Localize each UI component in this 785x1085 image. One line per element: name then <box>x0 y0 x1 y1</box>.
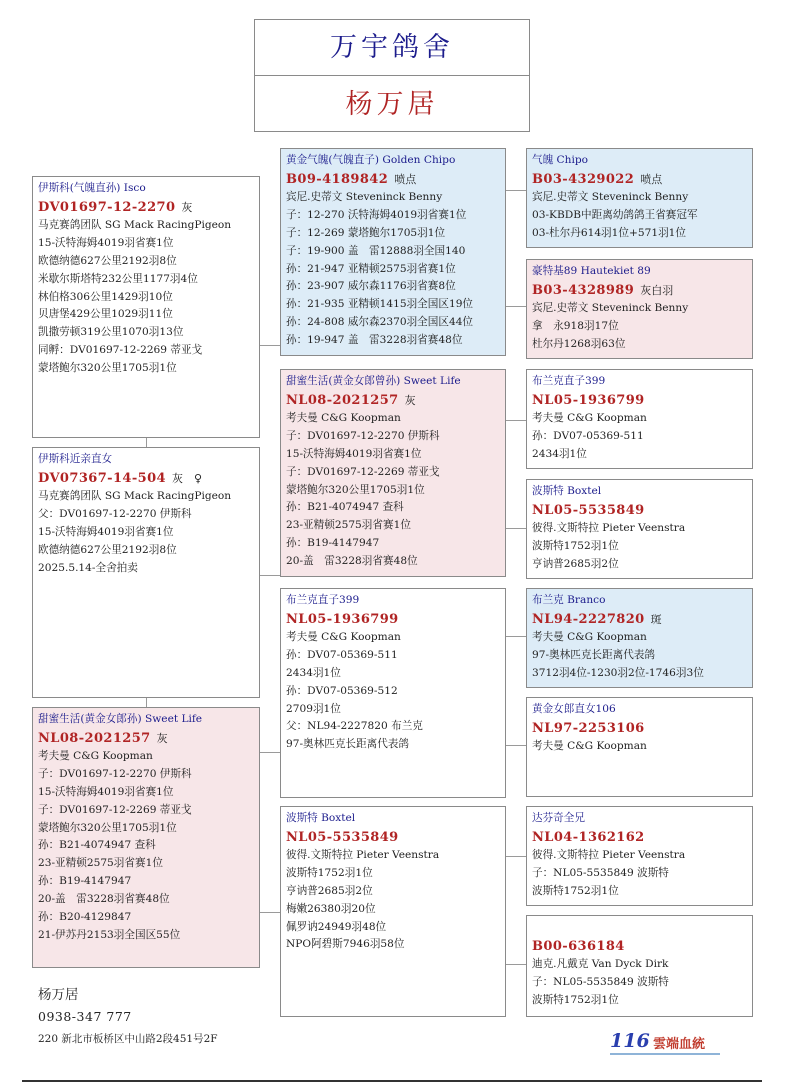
info-line: 杜尔丹1268羽63位 <box>532 337 626 350</box>
ring-number: NL05-1936799 <box>532 392 645 408</box>
gen3-card-6[interactable] <box>526 697 753 797</box>
pigeon-name: 甜蜜生活(黄金女郎曾孙) Sweet Life <box>286 375 461 387</box>
pigeon-name: 布兰克直子399 <box>532 375 606 387</box>
info-line: 孙：DV07-05369-511 <box>532 429 644 442</box>
info-line: 孙：23-907 威尔森1176羽省赛8位 <box>286 280 456 293</box>
ring-number: NL08-2021257 <box>38 730 151 746</box>
info-line: 15-沃特海姆4019羽省赛1位 <box>38 525 174 538</box>
info-line: 贝唐堡429公里1029羽11位 <box>38 308 173 321</box>
color-label: 斑 <box>650 612 662 626</box>
info-line: 21-伊苏丹2153羽全国区55位 <box>38 928 181 941</box>
owner-name-title: 杨万居 <box>345 89 439 120</box>
info-line: 20-盖 雷3228羽省赛48位 <box>286 555 418 568</box>
info-line: 亨讷普2685羽2位 <box>532 557 619 570</box>
info-line: 波斯特1752羽1位 <box>532 884 619 897</box>
info-line: 03-杜尔丹614羽1位+571羽1位 <box>532 226 687 239</box>
bottom-divider <box>22 1080 762 1082</box>
info-line: 考夫曼 C&G Koopman <box>532 739 647 752</box>
info-line: 宾尼.史蒂文 Steveninck Benny <box>532 301 689 314</box>
info-line: 米歇尔斯塔特232公里1177羽4位 <box>38 272 198 285</box>
info-line: 欧德纳德627公里2192羽8位 <box>38 254 177 267</box>
connector <box>505 306 526 307</box>
dam-sire-pigeon-card[interactable] <box>280 588 506 798</box>
info-line: 彼得.文斯特拉 Pieter Veenstra <box>532 848 686 861</box>
info-line: 2434羽1位 <box>286 666 341 679</box>
info-line: 孙：21-947 亚精顿2575羽省赛1位 <box>286 262 456 275</box>
info-line: 孙：DV07-05369-512 <box>286 684 398 697</box>
info-line: 考夫曼 C&G Koopman <box>532 630 647 643</box>
gen3-card-3[interactable] <box>526 369 753 469</box>
ring-number: B03-4329022 <box>532 171 635 187</box>
pigeon-name: 黄金气魄(气魄直子) Golden Chipo <box>286 154 456 166</box>
gen3-card-2[interactable] <box>526 259 753 359</box>
info-line: 23-亚精顿2575羽省赛1位 <box>38 857 163 870</box>
info-line: 子：DV01697-12-2270 伊斯科 <box>286 429 440 442</box>
info-line: 孙：B19-4147947 <box>38 875 132 888</box>
ring-number: B00-636184 <box>532 939 625 954</box>
info-line: 子：DV01697-12-2270 伊斯科 <box>38 767 192 780</box>
owner-phone: 0938-347 777 <box>38 1009 132 1024</box>
info-line: 佩罗讷24949羽48位 <box>286 920 387 933</box>
connector <box>146 437 147 447</box>
info-line: 拿 永918羽17位 <box>532 319 619 332</box>
info-line: 子：DV01697-12-2269 蒂亚戈 <box>38 803 192 816</box>
info-line: 波斯特1752羽1位 <box>532 539 619 552</box>
pigeon-name: 伊斯科近亲直女 <box>38 453 113 465</box>
info-line: 彼得.文斯特拉 Pieter Veenstra <box>532 521 686 534</box>
info-line: 同孵：DV01697-12-2269 蒂亚戈 <box>38 344 203 357</box>
ring-number: DV07367-14-504 <box>38 470 166 486</box>
info-line: 子：12-270 沃特海姆4019羽省赛1位 <box>286 208 467 221</box>
gen3-card-7[interactable] <box>526 806 753 906</box>
info-line: 子：19-900 盖 雷12888羽全国140 <box>286 244 466 257</box>
color-label: 灰白羽 <box>640 283 674 297</box>
info-line: 迪克.凡戴克 Van Dyck Dirk <box>532 958 669 970</box>
pigeon-name: 伊斯科(气魄直孙) Isco <box>38 182 146 194</box>
info-line: 蒙塔鲍尔320公里1705羽1位 <box>38 821 177 834</box>
owner-address: 220 新北市板桥区中山路2段451号2F <box>38 1033 218 1045</box>
color-label: 灰 <box>181 200 193 214</box>
info-line: 15-沃特海姆4019羽省赛1位 <box>38 236 174 249</box>
color-label: 灰 <box>404 393 416 407</box>
logo-number: 116 <box>610 1030 650 1052</box>
info-line: 蒙塔鲍尔320公里1705羽1位 <box>286 483 425 496</box>
info-line: 子：NL05-5535849 波斯特 <box>532 975 669 988</box>
info-line: 梅嫩26380羽20位 <box>286 902 376 915</box>
info-line: 宾尼.史蒂文 Steveninck Benny <box>286 190 443 203</box>
info-line: 波斯特1752羽1位 <box>532 993 619 1006</box>
info-line: 孙：B20-4129847 <box>38 911 132 924</box>
pigeon-name: 黄金女郎直女106 <box>532 703 616 715</box>
connector <box>146 697 147 707</box>
connector <box>259 752 280 753</box>
connector <box>505 528 526 529</box>
info-line: 考夫曼 C&G Koopman <box>286 630 401 643</box>
gen3-card-4[interactable] <box>526 479 753 579</box>
info-line: 亨讷普2685羽2位 <box>286 884 373 897</box>
info-line: 蒙塔鲍尔320公里1705羽1位 <box>38 362 177 375</box>
connector <box>505 190 526 191</box>
info-line: 23-亚精顿2575羽省赛1位 <box>286 519 411 532</box>
info-line: 考夫曼 C&G Koopman <box>532 411 647 424</box>
info-line: 2434羽1位 <box>532 447 587 460</box>
info-line: 凯撒劳顿319公里1070羽13位 <box>38 326 184 339</box>
owner-name: 杨万居 <box>38 987 79 1003</box>
info-line: 20-盖 雷3228羽省赛48位 <box>38 893 170 906</box>
info-line: 2709羽1位 <box>286 702 341 715</box>
info-line: 孙：B19-4147947 <box>286 537 380 550</box>
cloud-pedigree-logo[interactable] <box>610 1030 722 1056</box>
info-line: 孙：21-935 亚精顿1415羽全国区19位 <box>286 298 474 311</box>
info-line: 考夫曼 C&G Koopman <box>38 749 153 762</box>
info-line: 林伯格306公里1429羽10位 <box>38 290 173 303</box>
ring-number: DV01697-12-2270 <box>38 199 176 215</box>
dam-pigeon-card[interactable] <box>32 707 260 968</box>
ring-number: NL05-5535849 <box>286 829 399 845</box>
owner-contact <box>38 984 218 1050</box>
info-line: 孙：19-947 盖 雷3228羽省赛48位 <box>286 334 463 347</box>
info-line: 马克赛鸽团队 SG Mack RacingPigeon <box>38 218 232 231</box>
info-line: 考夫曼 C&G Koopman <box>286 411 401 424</box>
info-line: 马克赛鸽团队 SG Mack RacingPigeon <box>38 489 232 502</box>
gen3-card-8[interactable] <box>526 915 753 1017</box>
sire-pigeon-card[interactable] <box>280 148 506 356</box>
ring-number: NL94-2227820 <box>532 611 645 627</box>
ring-number: NL05-5535849 <box>532 502 645 518</box>
pigeon-name: 达芬奇全兄 <box>532 812 585 824</box>
info-line: 子：DV01697-12-2269 蒂亚戈 <box>286 465 440 478</box>
pigeon-name: 甜蜜生活(黄金女郎孙) Sweet Life <box>38 713 203 725</box>
ring-number: B09-4189842 <box>286 171 389 187</box>
info-line: 父：NL94-2227820 布兰克 <box>286 720 423 733</box>
info-line: 子：12-269 蒙塔鲍尔1705羽1位 <box>286 226 446 239</box>
pigeon-name: 布兰克直子399 <box>286 594 360 606</box>
color-label: 灰 ♀ <box>171 471 203 485</box>
pigeon-name: 波斯特 Boxtel <box>532 485 602 497</box>
info-line: 波斯特1752羽1位 <box>286 866 373 879</box>
color-label: 灰 <box>156 731 168 745</box>
info-line: 3712羽4位-1230羽2位-1746羽3位 <box>532 666 704 679</box>
color-label: 喷点 <box>394 172 417 186</box>
info-line: 宾尼.史蒂文 Steveninck Benny <box>532 190 689 203</box>
dam-dam-pigeon-card[interactable] <box>280 806 506 1017</box>
connector <box>505 964 526 965</box>
logo-underline <box>610 1053 720 1055</box>
info-line: 2025.5.14-全舍拍卖 <box>38 561 138 574</box>
connector <box>259 912 280 913</box>
info-line: 15-沃特海姆4019羽省赛1位 <box>38 785 174 798</box>
info-line: 03-KBDB中距离幼鸽鸽王省赛冠军 <box>532 208 698 221</box>
ring-number: NL04-1362162 <box>532 829 645 845</box>
gen3-card-5[interactable] <box>526 588 753 688</box>
title-box <box>254 19 530 132</box>
info-line: 孙：24-808 威尔森2370羽全国区44位 <box>286 316 474 329</box>
sibling-pigeon-card[interactable] <box>32 447 260 698</box>
connector <box>259 345 280 346</box>
info-line: 孙：B21-4074947 查科 <box>286 501 404 514</box>
connector <box>505 745 526 746</box>
logo-text: 雲端血統 <box>653 1037 706 1052</box>
info-line: 父：DV01697-12-2270 伊斯科 <box>38 507 192 520</box>
info-line: NPO阿碧斯7946羽58位 <box>286 938 405 951</box>
ring-number: NL05-1936799 <box>286 611 399 627</box>
info-line: 彼得.文斯特拉 Pieter Veenstra <box>286 848 440 861</box>
connector <box>505 420 526 421</box>
info-line: 15-沃特海姆4019羽省赛1位 <box>286 447 422 460</box>
color-label: 喷点 <box>640 172 663 186</box>
gen3-card-1[interactable] <box>526 148 753 248</box>
loft-name: 万宇鸽舍 <box>255 20 529 76</box>
info-line: 子：NL05-5535849 波斯特 <box>532 866 669 879</box>
info-line: 孙：DV07-05369-511 <box>286 648 398 661</box>
info-line: 97-奥林匹克长距离代表鸽 <box>286 738 409 751</box>
mid-dam-pigeon-card[interactable] <box>280 369 506 577</box>
info-line: 孙：B21-4074947 查科 <box>38 839 156 852</box>
ring-number: NL08-2021257 <box>286 392 399 408</box>
info-line: 97-奥林匹克长距离代表鸽 <box>532 648 655 661</box>
connector <box>505 856 526 857</box>
pigeon-name: 豪特基89 Hautekiet 89 <box>532 265 651 277</box>
connector <box>259 575 280 576</box>
ring-number: NL97-2253106 <box>532 720 645 736</box>
pigeon-name: 波斯特 Boxtel <box>286 812 356 824</box>
subject-pigeon-card[interactable] <box>32 176 260 438</box>
connector <box>505 636 526 637</box>
ring-number: B03-4328989 <box>532 282 635 298</box>
pigeon-name: 气魄 Chipo <box>532 154 589 166</box>
pigeon-name: 布兰克 Branco <box>532 594 606 606</box>
info-line: 欧德纳德627公里2192羽8位 <box>38 543 177 556</box>
